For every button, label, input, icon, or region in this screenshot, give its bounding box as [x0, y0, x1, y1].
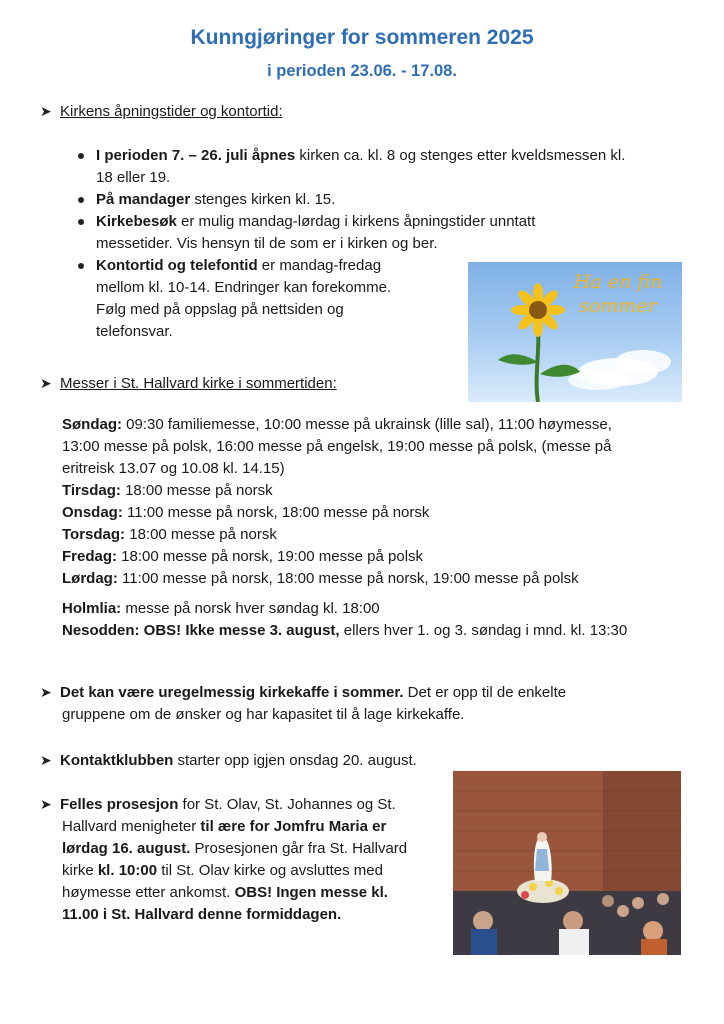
coffee-paragraph: [40, 681, 680, 726]
mass-text: 11:00 messe på norsk, 18:00 messe på norsk, 19:00 messe på polsk: [117, 570, 579, 587]
bullet-text: er mandag-fredag: [257, 257, 382, 274]
procession-text: Hallvard menigheter: [62, 818, 201, 835]
procession-bold-text: Felles prosesjon: [60, 796, 179, 813]
bullet-text: kirken ca. kl. 8 og stenges etter kveldsmessen kl.: [295, 147, 626, 164]
bullet-text: messetider. Vis hensyn til de som er i kirken og ber.: [96, 235, 438, 252]
procession-bold-text: 11.00 i St. Hallvard denne formiddagen.: [62, 906, 342, 923]
bullet-dot-icon: [78, 219, 84, 225]
day-label: Lørdag:: [62, 570, 118, 587]
procession-text: høymesse etter ankomst.: [62, 884, 235, 901]
arrow-bullet-icon: ➤: [40, 103, 52, 119]
procession-bold-text: lørdag 16. august.: [62, 840, 191, 857]
page-subtitle: i perioden 23.06. - 17.08.: [267, 62, 457, 80]
location-label: Holmlia:: [62, 600, 122, 617]
coffee-text: Det er opp til de enkelte: [403, 684, 567, 701]
mass-text: messe på norsk hver søndag kl. 18:00: [121, 600, 380, 617]
day-label: Tirsdag:: [62, 482, 121, 499]
mass-text: 18:00 messe på norsk: [125, 526, 277, 543]
list-item: [78, 145, 678, 189]
day-label: Søndag:: [62, 416, 122, 433]
flower-caption-line: sommer: [579, 295, 657, 317]
mass-text: 09:30 familiemesse, 10:00 messe på ukrainsk (lille sal), 11:00 høymesse,: [122, 416, 612, 433]
procession-bold-text: kl. 10:00: [97, 862, 158, 879]
procession-text: for St. Olav, St. Johannes og St.: [178, 796, 396, 813]
day-label: Torsdag:: [62, 526, 126, 543]
mass-text: 18:00 messe på norsk, 19:00 messe på polsk: [117, 548, 424, 565]
bullet-text: stenges kirken kl. 15.: [190, 191, 336, 208]
list-item: [78, 211, 678, 255]
procession-text: kirke: [62, 862, 98, 879]
arrow-bullet-icon: ➤: [40, 684, 52, 700]
procession-bold-text: OBS! Ingen messe kl.: [234, 884, 388, 901]
procession-photo-illustration: [453, 771, 681, 955]
flower-caption: [556, 270, 680, 318]
mass-schedule: [62, 414, 682, 642]
arrow-bullet-icon: ➤: [40, 796, 52, 812]
club-text: starter opp igjen onsdag 20. august.: [173, 752, 417, 769]
bullet-dot-icon: [78, 197, 84, 203]
bullet-text: 18 eller 19.: [96, 169, 171, 186]
day-label: Fredag:: [62, 548, 118, 565]
procession-text: Prosesjonen går fra St. Hallvard: [190, 840, 408, 857]
page-title: Kunngjøringer for sommeren 2025: [190, 26, 534, 49]
arrow-bullet-icon: ➤: [40, 375, 52, 391]
arrow-bullet-icon: ➤: [40, 752, 52, 768]
masses-heading: Messer i St. Hallvard kirke i sommertiden:: [60, 375, 337, 392]
mass-text: 13:00 messe på polsk, 16:00 messe på engelsk, 19:00 messe på polsk, (messe på: [62, 438, 612, 455]
bullet-dot-icon: [78, 153, 84, 159]
location-label: Nesodden: OBS! Ikke messe 3. august,: [62, 622, 340, 639]
masses-heading-row: [40, 372, 337, 395]
bullet-text: mellom kl. 10-14. Endringer kan forekomme.: [96, 279, 392, 296]
bullet-text: telefonsvar.: [96, 323, 173, 340]
mass-text: 18:00 messe på norsk: [120, 482, 273, 499]
opening-heading-row: [40, 100, 283, 123]
bullet-dot-icon: [78, 263, 84, 269]
bullet-bold-text: Kontortid og telefontid: [96, 257, 258, 274]
procession-paragraph: [40, 793, 450, 926]
bullet-bold-text: Kirkebesøk: [96, 213, 177, 230]
day-label: Onsdag:: [62, 504, 123, 521]
flower-caption-line: Ha en fin: [573, 271, 663, 293]
bullet-bold-text: I perioden 7. – 26. juli åpnes: [96, 147, 296, 164]
mass-text: eritreisk 13.07 og 10.08 kl. 14.15): [62, 460, 285, 477]
sunflower-image: [468, 262, 682, 402]
list-item: [78, 189, 678, 211]
coffee-bold-text: Det kan være uregelmessig kirkekaffe i sommer.: [60, 684, 404, 701]
procession-photo: [453, 771, 681, 955]
bullet-text: Følg med på oppslag på nettsiden og: [96, 301, 344, 318]
mass-text: ellers hver 1. og 3. søndag i mnd. kl. 13:30: [339, 622, 628, 639]
club-paragraph: [40, 749, 417, 772]
procession-bold-text: til ære for Jomfru Maria er: [200, 818, 387, 835]
coffee-text: gruppene om de ønsker og har kapasitet til å lage kirkekaffe.: [62, 706, 465, 723]
bullet-text: er mulig mandag-lørdag i kirkens åpningstider unntatt: [176, 213, 536, 230]
club-bold-text: Kontaktklubben: [60, 752, 174, 769]
mass-text: 11:00 messe på norsk, 18:00 messe på norsk: [122, 504, 430, 521]
bullet-bold-text: På mandager: [96, 191, 191, 208]
procession-text: til St. Olav kirke og avsluttes med: [157, 862, 383, 879]
opening-heading: Kirkens åpningstider og kontortid:: [60, 103, 283, 120]
